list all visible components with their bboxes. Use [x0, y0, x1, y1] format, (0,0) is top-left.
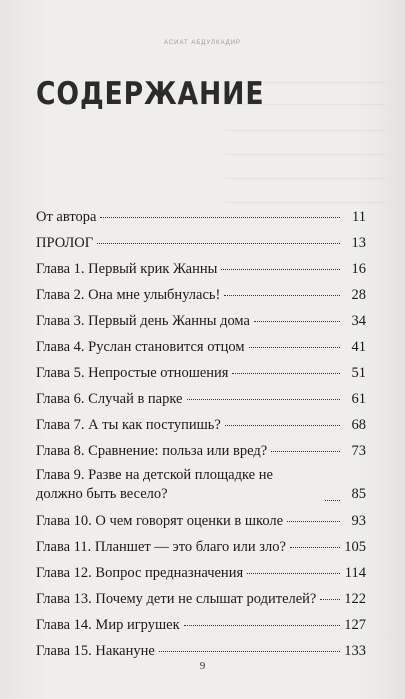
toc-entry[interactable]: [36, 282, 366, 308]
toc-entry-page: 13: [351, 235, 366, 251]
toc-entry-label: Глава 12. Вопрос предназначения: [36, 565, 244, 581]
leader-dots: [254, 320, 340, 322]
toc-entry-page: 68: [351, 417, 366, 433]
toc-entry-label: Глава 4. Руслан становится отцом: [36, 339, 245, 355]
toc-entry[interactable]: [36, 412, 366, 438]
toc-entry[interactable]: [36, 230, 366, 256]
page-number: 9: [199, 660, 206, 672]
toc-entry[interactable]: [36, 204, 366, 230]
leader-dots: [100, 216, 340, 218]
toc-entry-label: ПРОЛОГ: [36, 235, 94, 251]
toc-entry-label: Глава 9. Разве на детской площадке не должно быть весело?: [36, 467, 273, 502]
bleed-through-line: [225, 118, 385, 131]
toc-entry-page: 51: [351, 365, 366, 381]
leader-dots: [187, 398, 341, 400]
leader-dots: [225, 424, 340, 426]
toc-entry[interactable]: [36, 386, 366, 412]
bleed-through-line: [225, 142, 385, 155]
toc-entry-page: 133: [344, 643, 366, 659]
leader-dots: [325, 499, 340, 501]
toc-entry[interactable]: [36, 438, 366, 464]
running-head: АСИАТ АБДУЛКАДИР: [163, 40, 242, 46]
toc-entry-label: Глава 1. Первый крик Жанны: [36, 261, 218, 277]
leader-dots: [159, 650, 340, 652]
toc-entry[interactable]: [36, 256, 366, 282]
toc-entry-label: Глава 2. Она мне улыбнулась!: [36, 287, 221, 303]
toc-entry-page: 28: [351, 287, 366, 303]
toc-entry-page: 122: [344, 591, 366, 607]
toc-entry[interactable]: [36, 360, 366, 386]
toc-entry-label: Глава 3. Первый день Жанны дома: [36, 313, 250, 329]
toc-entry[interactable]: [36, 464, 366, 508]
toc-entry-label: Глава 8. Сравнение: польза или вред?: [36, 443, 268, 459]
toc-entry[interactable]: [36, 334, 366, 360]
toc-entry-page: 11: [352, 209, 366, 225]
leader-dots: [224, 294, 340, 296]
toc-entry-label: Глава 15. Накануне: [36, 643, 155, 659]
toc-entry[interactable]: [36, 508, 366, 534]
toc-entry-label: Глава 7. А ты как поступишь?: [36, 417, 221, 433]
leader-dots: [290, 546, 340, 548]
toc-entry-page: 105: [344, 539, 366, 555]
toc-entry-label: Глава 13. Почему дети не слышат родителей?: [36, 591, 317, 607]
toc-entry-page: 16: [351, 261, 366, 277]
toc-entry-label: Глава 6. Случай в парке: [36, 391, 183, 407]
toc-entry-page: 41: [351, 339, 366, 355]
leader-dots: [184, 624, 340, 626]
leader-dots: [320, 598, 340, 600]
toc-entry-label: Глава 11. Планшет — это благо или зло?: [36, 539, 286, 555]
toc-entry-page: 114: [344, 565, 366, 581]
toc-entry-page: 73: [351, 443, 366, 459]
leader-dots: [249, 346, 340, 348]
toc-entry[interactable]: [36, 612, 366, 638]
toc-entry-page: 127: [344, 617, 366, 633]
leader-dots: [287, 520, 340, 522]
leader-dots: [247, 572, 340, 574]
bleed-through-line: [225, 166, 385, 179]
toc-entry-page: 93: [351, 513, 366, 529]
toc-entry-label: От автора: [36, 209, 97, 225]
leader-dots: [232, 372, 340, 374]
toc-entry-label: Глава 5. Непростые отношения: [36, 365, 229, 381]
toc-entry[interactable]: [36, 586, 366, 612]
toc-entry-label: Глава 10. О чем говорят оценки в школе: [36, 513, 284, 529]
toc-entry-label: Глава 14. Мир игрушек: [36, 617, 180, 633]
bleed-through-line: [225, 190, 385, 203]
leader-dots: [271, 450, 340, 452]
toc-entry[interactable]: [36, 560, 366, 586]
toc-entry-page: 85: [351, 486, 366, 502]
toc-entry-page: 34: [351, 313, 366, 329]
toc-entry-page: 61: [351, 391, 366, 407]
toc-entry[interactable]: [36, 534, 366, 560]
leader-dots: [221, 268, 340, 270]
leader-dots: [97, 242, 340, 244]
toc-entry[interactable]: [36, 308, 366, 334]
table-of-contents: [36, 204, 366, 664]
page-title: СОДЕРЖАНИЕ: [36, 76, 265, 112]
